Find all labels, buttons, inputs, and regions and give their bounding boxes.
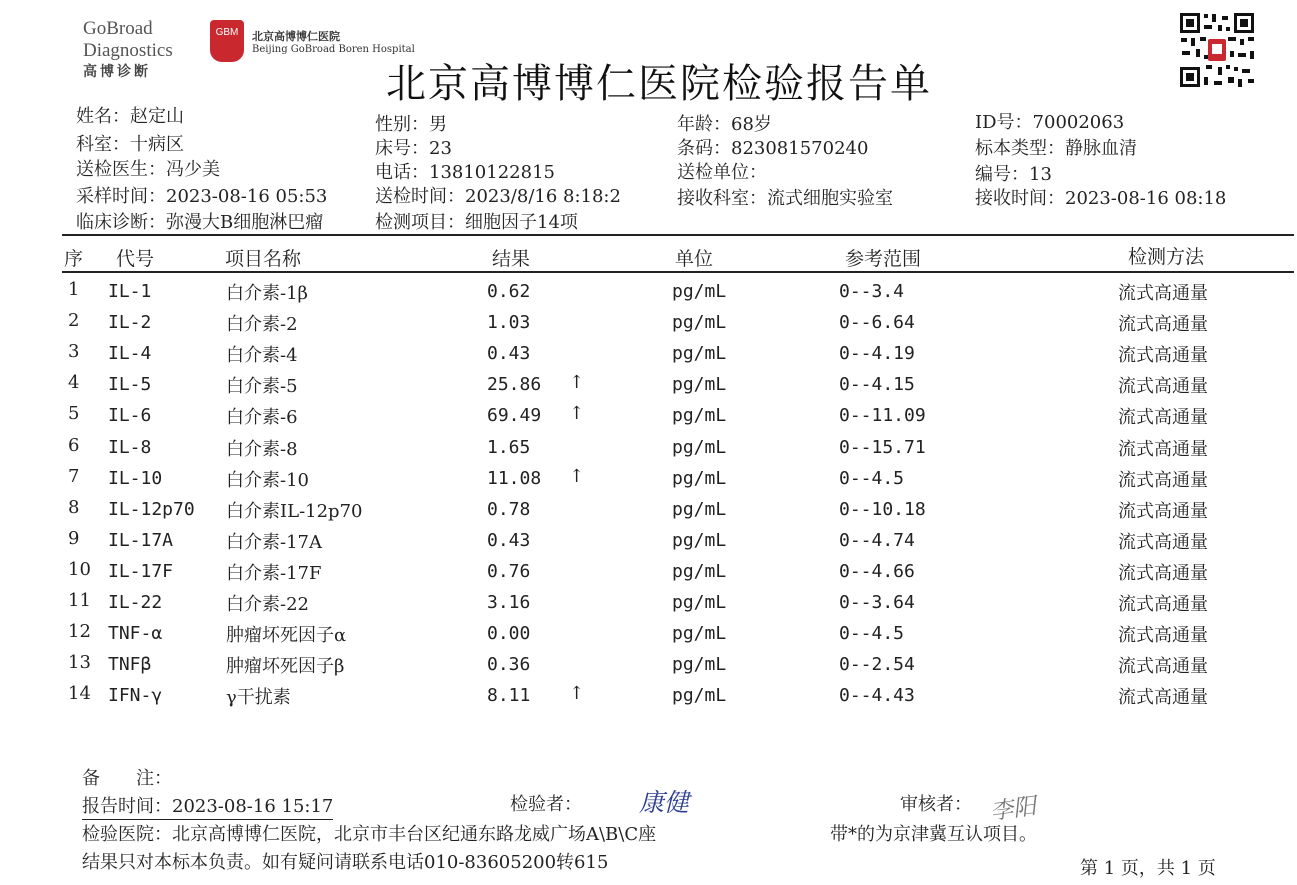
cell-code: IL-8	[108, 436, 152, 458]
cell-code: IL-6	[108, 405, 152, 427]
cell-name: 白介素-22	[226, 594, 309, 615]
cell-name: 白介素-8	[226, 438, 298, 460]
logo-brand-cn: 高博诊断	[83, 65, 151, 80]
cell-method: 流式高通量	[1118, 376, 1208, 398]
cell-code: TNFβ	[108, 654, 152, 676]
patient-id: ID号：70002063	[975, 112, 1125, 133]
cell-range: 0--4.5	[839, 467, 905, 489]
cell-no: 10	[68, 558, 91, 580]
footer-reviewer-label: 审核者：	[900, 794, 972, 815]
cell-unit: pg/mL	[672, 405, 727, 427]
inspector-signature	[636, 784, 706, 820]
cell-result: 8.11	[487, 685, 531, 707]
cell-code: IL-17A	[108, 529, 174, 551]
cell-range: 0--6.64	[839, 312, 915, 334]
cell-no: 2	[68, 310, 80, 332]
cell-no: 12	[68, 621, 91, 643]
cell-unit: pg/mL	[672, 436, 727, 458]
cell-result: 25.86	[487, 374, 542, 396]
gbm-badge-icon: GBM	[210, 20, 244, 62]
cell-result: 0.00	[487, 623, 531, 645]
cell-method: 流式高通量	[1118, 345, 1208, 367]
cell-result: 0.36	[487, 654, 531, 676]
cell-unit: pg/mL	[672, 560, 727, 582]
cell-method: 流式高通量	[1118, 562, 1208, 584]
col-header-unit: 单位	[675, 248, 714, 270]
patient-number: 编号：13	[975, 164, 1052, 185]
inspector-signature-text: 康健	[639, 788, 690, 817]
footer-inspector-label: 检验者：	[510, 794, 582, 815]
cell-name: 肿瘤坏死因子β	[226, 656, 345, 678]
cell-code: IL-1	[108, 281, 152, 302]
patient-send-time: 送检时间：2023/8/16 8:18:2	[375, 186, 621, 207]
cell-result: 0.62	[487, 281, 531, 302]
cell-result: 1.03	[487, 312, 531, 334]
patient-send-unit: 送检单位：	[677, 162, 767, 183]
cell-name: 白介素-17F	[226, 562, 322, 584]
cell-flag: ↑	[569, 465, 585, 487]
cell-range: 0--15.71	[839, 436, 926, 458]
cell-code: IL-2	[108, 312, 152, 334]
qr-code-icon	[1178, 11, 1256, 89]
cell-name: 白介素IL-12p70	[226, 500, 363, 522]
cell-code: IFN-γ	[108, 685, 163, 707]
patient-doctor: 送检医生：冯少美	[76, 159, 220, 180]
logo-brand-line1: GoBroad	[83, 18, 153, 39]
cell-range: 0--10.18	[839, 498, 926, 520]
cell-flag: ↑	[569, 683, 585, 705]
footer-mutual-recognition-note: 带*的为京津冀互认项目。	[830, 824, 1037, 845]
cell-method: 流式高通量	[1118, 531, 1208, 553]
report-title: 北京高博博仁医院检验报告单	[386, 61, 932, 107]
cell-result: 3.16	[487, 592, 531, 613]
cell-code: IL-12p70	[108, 498, 195, 520]
cell-method: 流式高通量	[1118, 407, 1208, 429]
cell-unit: pg/mL	[672, 529, 727, 551]
cell-method: 流式高通量	[1118, 438, 1208, 460]
cell-range: 0--4.5	[839, 623, 905, 645]
cell-code: IL-5	[108, 374, 152, 396]
logo-brand-line2: Diagnostics	[83, 40, 173, 61]
cell-no: 11	[68, 590, 91, 611]
cell-name: 白介素-2	[226, 314, 298, 336]
cell-method: 流式高通量	[1118, 656, 1208, 678]
cell-no: 3	[68, 341, 80, 363]
footer-report-time: 报告时间：2023-08-16 15:17	[82, 792, 333, 820]
col-header-result: 结果	[492, 248, 531, 270]
patient-age: 年龄：68岁	[677, 114, 772, 135]
gobroad-logo	[83, 18, 173, 84]
footer-page-number: 第 1 页，共 1 页	[1080, 858, 1216, 879]
cell-name: 白介素-4	[226, 345, 298, 367]
cell-no: 9	[68, 527, 80, 549]
cell-result: 0.43	[487, 343, 531, 365]
cell-range: 0--4.43	[839, 685, 915, 707]
cell-method: 流式高通量	[1118, 283, 1208, 304]
footer-remark: 备 注：	[82, 768, 172, 789]
cell-no: 6	[68, 434, 80, 456]
cell-unit: pg/mL	[672, 498, 727, 520]
hospital-logo-en: Beijing GoBroad Boren Hospital	[252, 44, 415, 55]
cell-code: IL-4	[108, 343, 152, 365]
cell-method: 流式高通量	[1118, 500, 1208, 522]
cell-range: 0--11.09	[839, 405, 926, 427]
cell-unit: pg/mL	[672, 374, 727, 396]
reviewer-signature-text: 李阳	[988, 793, 1038, 826]
cell-range: 0--4.74	[839, 529, 915, 551]
cell-name: 肿瘤坏死因子α	[226, 625, 347, 647]
cell-method: 流式高通量	[1118, 594, 1208, 615]
cell-range: 0--4.19	[839, 343, 915, 365]
patient-sex: 性别：男	[375, 114, 447, 135]
cell-method: 流式高通量	[1118, 625, 1208, 647]
cell-no: 13	[68, 652, 91, 674]
cell-unit: pg/mL	[672, 623, 727, 645]
cell-code: IL-10	[108, 467, 163, 489]
cell-result: 69.49	[487, 405, 542, 427]
cell-no: 14	[68, 683, 91, 705]
cell-range: 0--4.15	[839, 374, 915, 396]
cell-range: 0--2.54	[839, 654, 915, 676]
table-header-rule	[62, 271, 1294, 273]
patient-receive-time: 接收时间：2023-08-16 08:18	[975, 188, 1227, 209]
patient-diagnosis: 临床诊断：弥漫大B细胞淋巴瘤	[76, 212, 324, 233]
cell-no: 7	[68, 465, 80, 487]
cell-result: 0.76	[487, 560, 531, 582]
patient-test-item: 检测项目：细胞因子14项	[375, 212, 578, 233]
cell-range: 0--3.64	[839, 592, 915, 613]
cell-result: 11.08	[487, 467, 542, 489]
col-header-method: 检测方法	[1128, 246, 1205, 268]
cell-code: IL-17F	[108, 560, 174, 582]
cell-unit: pg/mL	[672, 312, 727, 334]
col-header-name: 项目名称	[225, 248, 302, 270]
col-header-no: 序	[64, 248, 84, 270]
cell-name: γ干扰素	[226, 687, 291, 709]
col-header-range: 参考范围	[845, 248, 922, 270]
cell-range: 0--3.4	[839, 281, 905, 302]
cell-flag: ↑	[569, 372, 585, 394]
patient-bed: 床号：23	[375, 138, 452, 159]
cell-name: 白介素-5	[226, 376, 298, 398]
cell-name: 白介素-6	[226, 407, 298, 429]
table-top-rule	[62, 234, 1294, 236]
footer-hospital-address: 检验医院：北京高博博仁医院，北京市丰台区纪通东路龙威广场A\B\C座	[82, 824, 657, 845]
cell-method: 流式高通量	[1118, 687, 1208, 709]
cell-range: 0--4.66	[839, 560, 915, 582]
cell-result: 0.78	[487, 498, 531, 520]
footer-disclaimer: 结果只对本标本负责。如有疑问请联系电话010-83605200转615	[82, 852, 609, 873]
cell-result: 0.43	[487, 529, 531, 551]
patient-phone: 电话：13810122815	[375, 162, 555, 183]
cell-flag: ↑	[569, 403, 585, 425]
cell-unit: pg/mL	[672, 685, 727, 707]
hospital-logo-cn: 北京高博博仁医院	[252, 30, 340, 43]
patient-specimen: 标本类型：静脉血清	[975, 138, 1137, 159]
cell-no: 4	[68, 372, 80, 394]
cell-name: 白介素-10	[226, 469, 309, 491]
cell-no: 8	[68, 496, 80, 518]
cell-unit: pg/mL	[672, 654, 727, 676]
cell-code: TNF-α	[108, 623, 163, 645]
cell-method: 流式高通量	[1118, 314, 1208, 336]
cell-name: 白介素-1β	[226, 283, 308, 304]
patient-barcode: 条码：823081570240	[677, 138, 869, 159]
patient-name: 姓名：赵定山	[76, 106, 184, 127]
cell-code: IL-22	[108, 592, 163, 613]
cell-unit: pg/mL	[672, 281, 727, 302]
cell-no: 1	[68, 279, 80, 300]
cell-unit: pg/mL	[672, 592, 727, 613]
patient-sample-time: 采样时间：2023-08-16 05:53	[76, 186, 328, 207]
cell-unit: pg/mL	[672, 343, 727, 365]
patient-receive-dept: 接收科室：流式细胞实验室	[677, 188, 893, 209]
cell-result: 1.65	[487, 436, 531, 458]
col-header-code: 代号	[116, 248, 155, 270]
cell-no: 5	[68, 403, 80, 425]
cell-name: 白介素-17A	[226, 531, 322, 553]
patient-dept: 科室：十病区	[76, 134, 184, 155]
cell-unit: pg/mL	[672, 467, 727, 489]
cell-method: 流式高通量	[1118, 469, 1208, 491]
